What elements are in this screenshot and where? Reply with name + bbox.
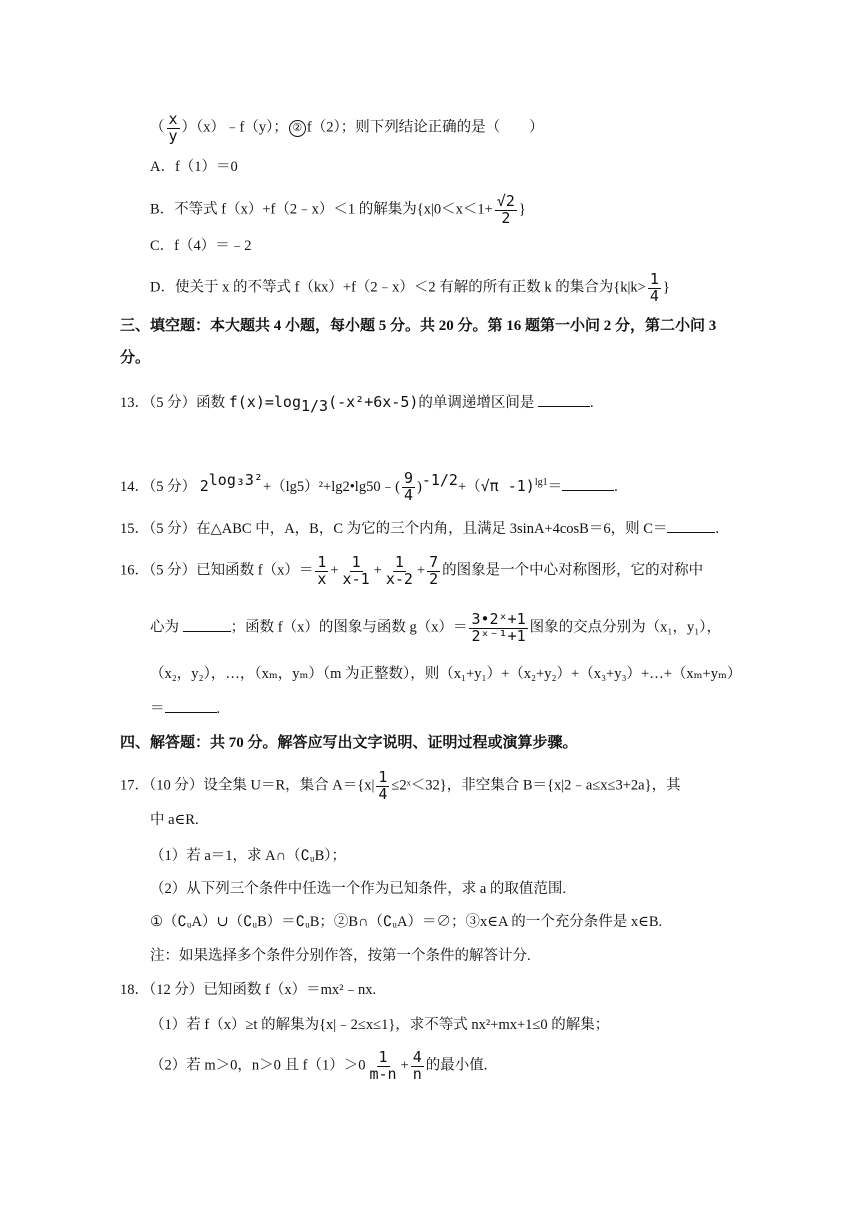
- section-3-heading: 三、填空题：本大题共 4 小题，每小题 5 分。共 20 分。第 16 题第一小问 2 分，第二小问 3: [120, 318, 717, 334]
- question-16-line4: ＝ .: [150, 701, 221, 717]
- section-4-heading: 四、解答题：共 70 分。解答应写出文字说明、证明过程或演算步骤。: [120, 735, 578, 751]
- question-16-line2: 心为 ；函数 f（x）的图象与函数 g（x）＝ $\frac{\text{3•2ˣ+1}}{\text{2ˣ⁻¹+1}}$ 图象的交点分别为（x₁，y₁），: [150, 610, 721, 645]
- circled-number: ②: [289, 120, 306, 137]
- question-18-part2: （2）若 m＞0，n＞0 且 f（1）＞0 $\frac{1}{m-n}$ + $\frac{4}{n}$ 的最小值.: [150, 1048, 488, 1083]
- question-16: 16．（5 分）已知函数 f（x）＝ $\frac{1}{x}$ + $\frac{1}{x-1}$ + $\frac{1}{x-2}$ + $\frac{7}{2}$ 的图象是一个中心对称图形，它的对称中: [120, 553, 704, 588]
- section-3-heading-cont: 分。: [120, 350, 151, 366]
- answer-blank[interactable]: [538, 406, 590, 407]
- option-b: B．不等式 f（x）+f（2﹣x）＜1 的解集为{x|0＜x＜1+ $\frac{√2}{2}$ }: [150, 192, 526, 227]
- question-17-note: 注：如果选择多个条件分别作答，按第一个条件的解答计分.: [150, 948, 531, 964]
- question-17-part1: （1）若 a＝1，求 A∩（∁ᵤB）；: [150, 848, 347, 864]
- option-d: D．使关于 x 的不等式 f（kx）+f（2﹣x）＜2 有解的所有正数 k 的集合为{k|k> $\frac{1}{4}$ }: [150, 270, 670, 305]
- question-17-part2: （2）从下列三个条件中任选一个作为已知条件，求 a 的取值范围.: [150, 881, 567, 897]
- answer-blank[interactable]: [667, 532, 715, 533]
- question-18-part1: （1）若 f（x）≥t 的解集为{x|﹣2≤x≤1}，求不等式 nx²+mx+1≤0 的解集；: [150, 1017, 610, 1033]
- question-16-line3: （x₂，y₂），…，（xₘ，yₘ）（m 为正整数），则（x₁+y₁）+（x₂+y₂）+（x₃+y₃）+…+（xₘ+yₘ）: [150, 666, 742, 682]
- option-c: C．f（4）＝﹣2: [150, 238, 252, 254]
- prev-question-tail: （ $\frac{x}{y}$ ）（x）﹣f（y）； ② f（2）；则下列结论正确的是（ ）: [150, 110, 544, 145]
- answer-blank[interactable]: [562, 490, 614, 491]
- question-15: 15．（5 分）在△ABC 中，A，B，C 为它的三个内角，且满足 3sinA+4cosB＝6，则 C＝ .: [120, 521, 720, 537]
- option-a: A．f（1）＝0: [150, 159, 238, 175]
- question-18: 18．（12 分）已知函数 f（x）＝mx²﹣nx.: [120, 982, 377, 998]
- question-14: 14．（5 分） $2^{log_33^2}+(\lg 5)^2+\lg 2•\lg 50﹣$( $\frac{9}{4}$ )$^{-1/2}$+（√π -1)$^{lg1}$＝ .: [120, 469, 618, 504]
- question-17-conditions: ①（∁ᵤA）∪（∁ᵤB）＝∁ᵤB；②B∩（∁ᵤA）＝∅；③x∈A 的一个充分条件是 x∈B.: [150, 914, 663, 930]
- question-17: 17．（10 分）设全集 U＝R，集合 A＝{x| $\frac{1}{4}$ ≤2ˣ＜32}，非空集合 B＝{x|2﹣a≤x≤3+2a}，其: [120, 768, 681, 803]
- question-17-line2: 中 a∈R.: [150, 812, 199, 828]
- question-13: 13．（5 分）函数 $f(x)=\log_{1/3}(-x^2+6x-5)$的单调递增区间是 .: [120, 393, 594, 415]
- answer-blank[interactable]: [165, 712, 217, 713]
- answer-blank[interactable]: [183, 631, 231, 632]
